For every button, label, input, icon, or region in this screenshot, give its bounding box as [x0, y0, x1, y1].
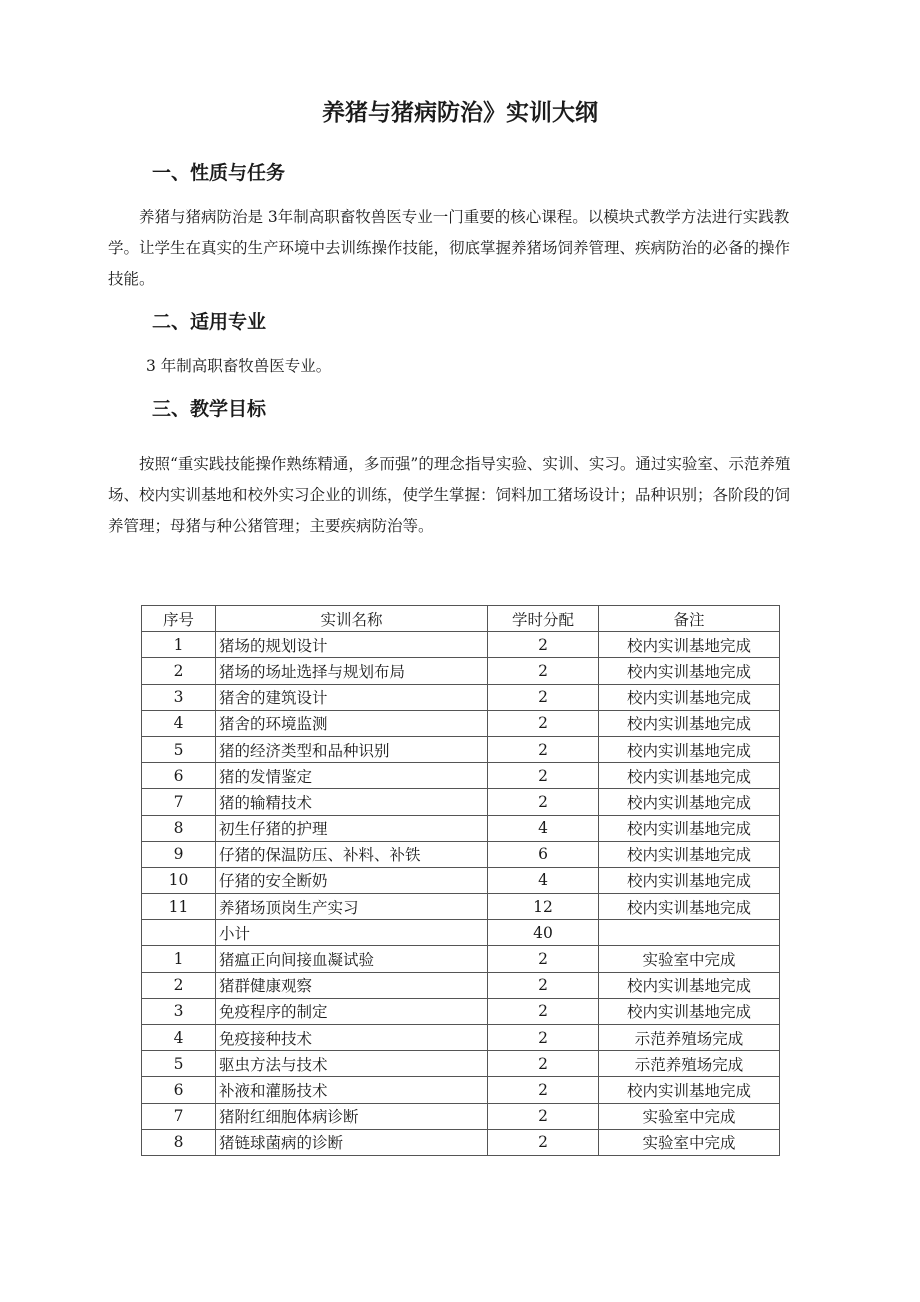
row-name: 猪舍的建筑设计 [216, 684, 488, 710]
row-notes: 校内实训基地完成 [599, 658, 780, 684]
row-hours: 6 [488, 841, 599, 867]
row-notes: 示范养殖场完成 [599, 1051, 780, 1077]
row-hours: 2 [488, 684, 599, 710]
row-index: 8 [142, 1129, 216, 1155]
section-heading-nature: 一、性质与任务 [152, 162, 286, 184]
row-name: 免疫接种技术 [216, 1025, 488, 1051]
row-name: 猪附红细胞体病诊断 [216, 1103, 488, 1129]
row-index: 10 [142, 867, 216, 893]
row-name: 猪场的规划设计 [216, 632, 488, 658]
row-hours: 2 [488, 736, 599, 762]
table-row [142, 763, 780, 789]
table-row [142, 1025, 780, 1051]
table-row [142, 841, 780, 867]
row-notes: 校内实训基地完成 [599, 972, 780, 998]
row-name: 仔猪的安全断奶 [216, 867, 488, 893]
table-row [142, 632, 780, 658]
row-index [142, 920, 216, 946]
row-name: 养猪场顶岗生产实习 [216, 894, 488, 920]
row-name: 猪链球菌病的诊断 [216, 1129, 488, 1155]
row-index: 3 [142, 998, 216, 1024]
row-notes: 校内实训基地完成 [599, 867, 780, 893]
row-index: 5 [142, 1051, 216, 1077]
row-notes: 校内实训基地完成 [599, 736, 780, 762]
table-header-row [142, 606, 780, 632]
row-name: 小计 [216, 920, 488, 946]
row-hours: 2 [488, 1025, 599, 1051]
section-heading-major: 二、适用专业 [152, 311, 267, 333]
row-notes: 校内实训基地完成 [599, 789, 780, 815]
header-hours: 学时分配 [488, 606, 599, 632]
header-name: 实训名称 [216, 606, 488, 632]
row-hours: 40 [488, 920, 599, 946]
row-notes: 校内实训基地完成 [599, 632, 780, 658]
row-hours: 2 [488, 763, 599, 789]
row-hours: 2 [488, 658, 599, 684]
row-index: 5 [142, 736, 216, 762]
section-heading-goals: 三、教学目标 [152, 398, 267, 420]
section-text-major: 3 年制高职畜牧兽医专业。 [146, 357, 332, 375]
training-table [141, 605, 780, 1156]
row-hours: 2 [488, 789, 599, 815]
row-notes [599, 920, 780, 946]
row-index: 1 [142, 632, 216, 658]
row-index: 4 [142, 710, 216, 736]
row-index: 8 [142, 815, 216, 841]
row-index: 3 [142, 684, 216, 710]
row-index: 9 [142, 841, 216, 867]
row-notes: 实验室中完成 [599, 946, 780, 972]
row-index: 7 [142, 789, 216, 815]
row-index: 7 [142, 1103, 216, 1129]
table-row [142, 867, 780, 893]
row-name: 猪群健康观察 [216, 972, 488, 998]
row-name: 免疫程序的制定 [216, 998, 488, 1024]
table-row [142, 946, 780, 972]
section-text-nature: 养猪与猪病防治是 3年制高职畜牧兽医专业一门重要的核心课程。以模块式教学方法进行实践教学。让学生在真实的生产环境中去训练操作技能，彻底掌握养猪场饲养管理、疾病防治的必备的操作技能。 [108, 208, 791, 288]
table-row [142, 736, 780, 762]
row-hours: 2 [488, 1103, 599, 1129]
table-row [142, 1103, 780, 1129]
row-hours: 2 [488, 1077, 599, 1103]
row-hours: 4 [488, 815, 599, 841]
header-index: 序号 [142, 606, 216, 632]
row-notes: 校内实训基地完成 [599, 894, 780, 920]
row-notes: 示范养殖场完成 [599, 1025, 780, 1051]
row-name: 猪的经济类型和品种识别 [216, 736, 488, 762]
row-notes: 校内实训基地完成 [599, 1077, 780, 1103]
row-index: 6 [142, 763, 216, 789]
row-notes: 校内实训基地完成 [599, 998, 780, 1024]
row-hours: 2 [488, 946, 599, 972]
row-name: 猪瘟正向间接血凝试验 [216, 946, 488, 972]
row-hours: 4 [488, 867, 599, 893]
table-row [142, 894, 780, 920]
table-row [142, 710, 780, 736]
row-index: 6 [142, 1077, 216, 1103]
document-title: 养猪与猪病防治》实训大纲 [322, 100, 598, 126]
row-notes: 校内实训基地完成 [599, 815, 780, 841]
row-notes: 校内实训基地完成 [599, 710, 780, 736]
header-notes: 备注 [599, 606, 780, 632]
row-name: 猪舍的环境监测 [216, 710, 488, 736]
row-notes: 校内实训基地完成 [599, 684, 780, 710]
table-row [142, 972, 780, 998]
row-index: 1 [142, 946, 216, 972]
row-notes: 实验室中完成 [599, 1103, 780, 1129]
row-hours: 2 [488, 632, 599, 658]
table-row [142, 920, 780, 946]
row-name: 猪场的场址选择与规划布局 [216, 658, 488, 684]
row-hours: 2 [488, 710, 599, 736]
row-name: 驱虫方法与技术 [216, 1051, 488, 1077]
row-hours: 12 [488, 894, 599, 920]
table-row [142, 658, 780, 684]
section-text-goals: 按照“重实践技能操作熟练精通，多而强”的理念指导实验、实训、实习。通过实验室、示范养殖场、校内实训基地和校外实习企业的训练，使学生掌握：饲料加工猪场设计；品种识别；各阶段的饲养管理；母猪与种公猪管理；主要疾病防治等。 [108, 455, 791, 535]
row-index: 2 [142, 658, 216, 684]
table-row [142, 1129, 780, 1155]
row-name: 猪的输精技术 [216, 789, 488, 815]
row-name: 仔猪的保温防压、补料、补铁 [216, 841, 488, 867]
row-index: 11 [142, 894, 216, 920]
row-index: 4 [142, 1025, 216, 1051]
row-hours: 2 [488, 972, 599, 998]
row-name: 补液和灌肠技术 [216, 1077, 488, 1103]
table-row [142, 815, 780, 841]
row-notes: 实验室中完成 [599, 1129, 780, 1155]
row-hours: 2 [488, 998, 599, 1024]
row-index: 2 [142, 972, 216, 998]
row-name: 初生仔猪的护理 [216, 815, 488, 841]
table-row [142, 684, 780, 710]
row-hours: 2 [488, 1129, 599, 1155]
row-notes: 校内实训基地完成 [599, 841, 780, 867]
table-row [142, 1051, 780, 1077]
table-row [142, 998, 780, 1024]
table-row [142, 789, 780, 815]
row-notes: 校内实训基地完成 [599, 763, 780, 789]
row-hours: 2 [488, 1051, 599, 1077]
row-name: 猪的发情鉴定 [216, 763, 488, 789]
table-row [142, 1077, 780, 1103]
